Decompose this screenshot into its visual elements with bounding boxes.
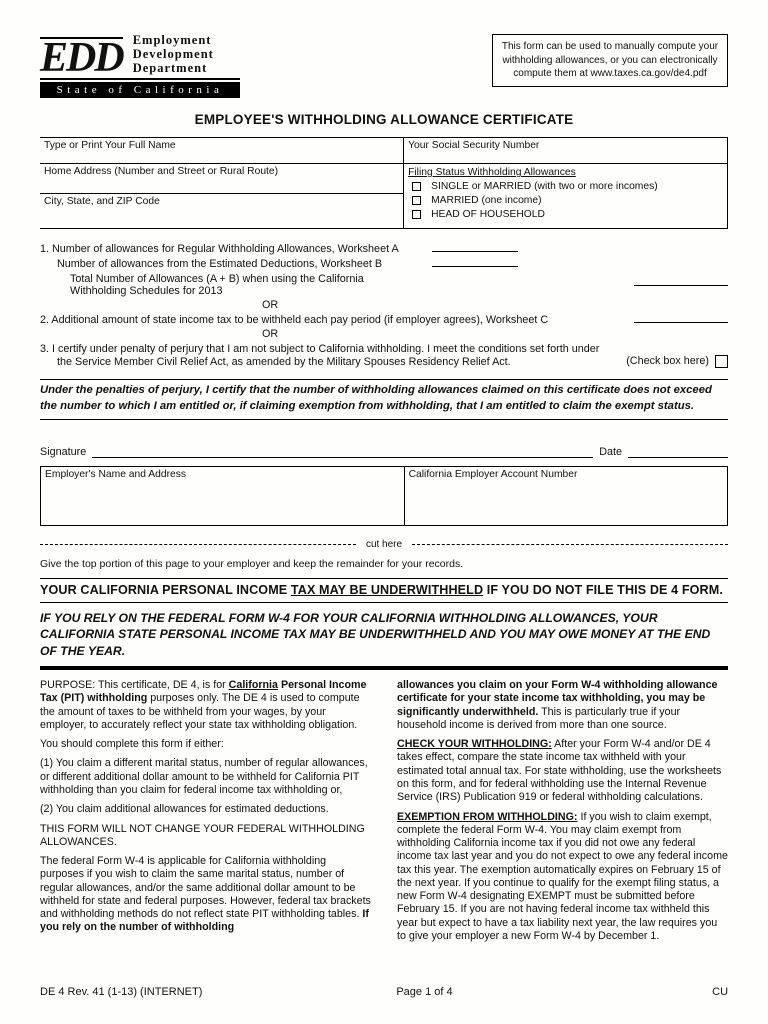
check-your-withholding-paragraph xyxy=(397,738,728,804)
allowance-line-1c xyxy=(40,271,728,298)
home-address-field[interactable] xyxy=(40,164,403,194)
exemption-paragraph xyxy=(397,811,728,944)
employer-name-address-field[interactable] xyxy=(41,467,405,525)
purpose-rest: purposes only. The DE 4 is used to compute the amount of taxes to be withheld from your wages, by your employer, to accurately reflect your state tax withholding obligation. xyxy=(40,692,360,731)
exempt-checkbox[interactable] xyxy=(715,355,728,368)
allowance-line-1a xyxy=(40,241,728,256)
no-change-federal-paragraph: THIS FORM WILL NOT CHANGE YOUR FEDERAL WITHHOLDING ALLOWANCES. xyxy=(40,822,365,848)
allowance-line-2 xyxy=(40,312,728,327)
full-name-field[interactable] xyxy=(40,138,403,164)
page-footer xyxy=(40,986,728,998)
employer-box xyxy=(40,466,728,526)
banner1-underlined: TAX MAY BE UNDERWITHHELD xyxy=(290,582,484,597)
reason-2-paragraph: (2) You claim additional allowances for estimated deductions. xyxy=(40,803,329,816)
purpose-lead: PURPOSE: This certificate, DE 4, is for xyxy=(40,679,229,692)
filing-status-section xyxy=(404,164,727,223)
instructions-left-column xyxy=(40,679,371,949)
page-number: Page 1 of 4 xyxy=(396,986,453,998)
keep-remainder-note: Give the top portion of this page to your employer and keep the remainder for your records. xyxy=(40,557,464,570)
allowance-total-blank[interactable] xyxy=(634,285,728,286)
underwithheld-bold: allowances you claim on your Form W-4 withholding allowance certificate for your state income tax withholding, you may be significantly underwithheld. xyxy=(397,679,718,718)
allowance-1c-text-line-2: Withholding Schedules for 2013 xyxy=(70,284,223,297)
perjury-statement: Under the penalties of perjury, I certify that the number of withholding allowances claimed on this certificate does not exceed the number to which I am entitled or, if claiming exemption from withholding, that I am entitled to claim the exempt status. xyxy=(40,379,728,420)
federal-w4-bold: If you rely on the number of withholding xyxy=(40,908,369,934)
employer-name-address-label: Employer's Name and Address xyxy=(45,468,187,480)
allowance-1a-text: 1. Number of allowances for Regular Withholding Allowances, Worksheet A xyxy=(40,242,399,255)
certify-exempt-text-line-2: the Service Member Civil Relief Act, as amended by the Military Spouses Residency Relief Act. xyxy=(57,355,511,368)
date-label: Date xyxy=(599,445,622,458)
edd-logo-acronym: EDD xyxy=(40,34,123,81)
employer-account-number-field[interactable] xyxy=(405,467,727,525)
id-table-right-column xyxy=(404,138,727,228)
city-state-zip-label: City, State, and ZIP Code xyxy=(44,196,160,208)
form-title: EMPLOYEE'S WITHHOLDING ALLOWANCE CERTIFICATE xyxy=(194,112,574,128)
date-line[interactable] xyxy=(628,446,728,458)
filing-option-label: SINGLE or MARRIED (with two or more incomes) xyxy=(431,181,658,193)
cut-dash-right xyxy=(412,544,728,545)
cut-here-label: cut here xyxy=(365,538,403,550)
filing-option-married-one-income[interactable] xyxy=(404,192,727,206)
allowance-1b-text: Number of allowances from the Estimated Deductions, Worksheet B xyxy=(57,257,383,270)
additional-amount-blank[interactable] xyxy=(634,322,728,323)
identification-table xyxy=(40,137,728,229)
cut-dash-left xyxy=(40,544,356,545)
footer-code: CU xyxy=(712,986,729,998)
home-address-label: Home Address (Number and Street or Rural Route) xyxy=(44,166,279,178)
filing-option-head-of-household[interactable] xyxy=(404,206,727,220)
banner1-post: IF YOU DO NOT FILE THIS DE 4 FORM. xyxy=(483,582,723,597)
signature-line[interactable] xyxy=(92,446,593,458)
signature-row xyxy=(40,446,728,458)
allowance-line-1b xyxy=(40,256,728,271)
purpose-paragraph xyxy=(40,679,371,732)
allowances-section xyxy=(40,241,728,369)
or-separator-1: OR xyxy=(262,299,279,312)
filing-option-single-or-married[interactable] xyxy=(404,178,727,192)
exemption-text: If you wish to claim exempt, complete the federal Form W-4. You may claim exempt from withholding California income tax if you did not owe any federal income tax last year and you do not expect to owe any federal income tax this year. The exemption automatically expires on February 15 of the next year. If you continue to qualify for the exempt filing status, a new Form W-4 designating EXEMPT must be submitted before February 15. If you are not having federal income tax withheld this year but expect to have a tax liability next year, the law requires you to give your employer a new Form W-4 by December 1. xyxy=(397,810,728,942)
federal-w4-text: The federal Form W-4 is applicable for California withholding purposes if you wish to claim the same marital status, number of regular allowances, and/or the same additional dollar amount to be withheld for state and federal purposes. However, federal tax brackets and withholding methods do not reflect state PIT withholding tables. xyxy=(40,855,371,921)
head-of-household-checkbox[interactable] xyxy=(412,210,421,219)
allowance-1a-blank[interactable] xyxy=(432,251,518,252)
purpose-bold-underline: California xyxy=(228,679,278,692)
allowance-line-3 xyxy=(40,341,728,369)
allowance-2-text: 2. Additional amount of state income tax to be withheld each pay period (if employer agrees), Worksheet C xyxy=(40,313,549,326)
married-one-income-checkbox[interactable] xyxy=(412,196,421,205)
filing-status-label: Filing Status Withholding Allowances xyxy=(408,167,576,179)
logo-dept-line-3: Department xyxy=(132,60,208,75)
city-state-zip-field[interactable] xyxy=(40,194,403,228)
allowance-1b-blank[interactable] xyxy=(432,266,518,267)
signature-label: Signature xyxy=(40,445,87,458)
check-box-here-group xyxy=(626,355,728,368)
ssn-label: Your Social Security Number xyxy=(408,140,540,152)
ssn-field[interactable] xyxy=(404,138,727,164)
check-box-here-label: (Check box here) xyxy=(626,355,709,368)
banner1-pre: YOUR CALIFORNIA PERSONAL INCOME xyxy=(40,582,291,597)
exemption-heading: EXEMPTION FROM WITHHOLDING: xyxy=(397,810,578,823)
underwithheld-continuation-paragraph xyxy=(397,679,728,732)
complete-form-paragraph: You should complete this form if either: xyxy=(40,738,224,751)
underwithheld-banner xyxy=(40,578,728,603)
check-withholding-text: After your Form W-4 and/or DE 4 takes effect, compare the state income tax withheld with your estimated total annual tax. For state withholding, use the worksheets on this form, and for federal withholding use the Internal Revenue Service (IRS) Publication 919 or federal withholding calculations. xyxy=(397,738,722,804)
filing-option-label: HEAD OF HOUSEHOLD xyxy=(431,209,545,221)
logo-dept-line-1: Employment xyxy=(132,33,212,47)
edd-logo-department-name xyxy=(133,34,214,76)
purpose-bold: Personal Income Tax (PIT) withholding xyxy=(40,679,367,705)
header xyxy=(40,34,728,98)
filing-option-label: MARRIED (one income) xyxy=(431,195,542,207)
notice-text: This form can be used to manually compute your withholding allowances, or you can electronically compute them at www.taxes.ca.gov/de4.pdf xyxy=(501,41,719,79)
federal-w4-warning-banner: IF YOU RELY ON THE FEDERAL FORM W-4 FOR YOUR CALIFORNIA WITHHOLDING ALLOWANCES, YOUR CALIFORNIA STATE PERSONAL INCOME TAX MAY BE UNDERWITHHELD AND YOU MAY OWE MONEY AT THE END OF THE YEAR. xyxy=(40,610,728,670)
employer-account-number-label: California Employer Account Number xyxy=(408,468,578,480)
certify-exempt-line-2 xyxy=(40,355,728,368)
or-separator-2: OR xyxy=(262,328,279,341)
instructions-columns xyxy=(40,679,728,949)
certify-exempt-text-line-1: 3. I certify under penalty of perjury that I am not subject to California withholding. I meet the conditions set forth under xyxy=(40,342,600,355)
instructions-right-column xyxy=(397,679,728,949)
id-table-left-column xyxy=(40,138,404,228)
check-withholding-heading: CHECK YOUR WITHHOLDING: xyxy=(397,738,552,751)
single-or-married-checkbox[interactable] xyxy=(412,182,421,191)
reason-1-paragraph: (1) You claim a different marital status, number of regular allowances, or different additional dollar amount to be withheld for California PIT withholding than you claim for federal income tax withholding or, xyxy=(40,757,368,797)
underwithheld-rest: This is particularly true if your household income is derived from more than one source. xyxy=(397,705,681,731)
state-of-california-bar: State of California xyxy=(40,82,240,98)
edd-logo xyxy=(40,34,240,98)
electronic-computation-notice-box xyxy=(492,34,728,87)
federal-w4-applicable-paragraph xyxy=(40,855,371,935)
form-revision: DE 4 Rev. 41 (1-13) (INTERNET) xyxy=(40,986,203,998)
full-name-label: Type or Print Your Full Name xyxy=(44,140,176,152)
allowance-1c-text-line-1: Total Number of Allowances (A + B) when using the California xyxy=(70,272,364,285)
cut-here-line xyxy=(40,539,728,550)
logo-dept-line-2: Development xyxy=(132,46,214,61)
